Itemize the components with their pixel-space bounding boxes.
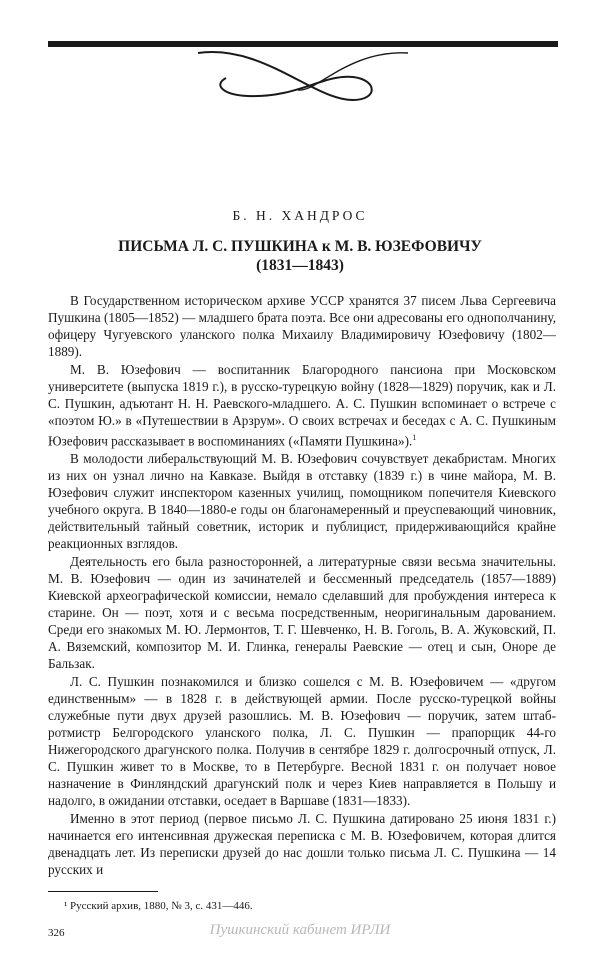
footnote: ¹ Русский архив, 1880, № 3, с. 431—446. xyxy=(64,900,253,912)
article-title-line1: ПИСЬМА Л. С. ПУШКИНА к М. В. ЮЗЕФОВИЧУ xyxy=(118,238,482,255)
article-author: Б. Н. ХАНДРОС xyxy=(232,208,368,223)
page-number: 326 xyxy=(48,927,65,939)
watermark: Пушкинский кабинет ИРЛИ xyxy=(209,922,391,938)
paragraph-4: Деятельность его была разносторонней, а литературные связи весьма значительны. М. В. Юзефович — один из зачинателей и бессменный председатель (1857—1889) Киевской археографической комиссии, немало сделавший для пробуждения интереса к старине. Он — поэт, хотя и с весьма посредственным, неоригинальным дарованием. Среди его знакомых М. Ю. Лермонтов, Т. Г. Шевченко, Н. В. Гоголь, В. А. Жуковский, П. А. Вяземский, композитор М. И. Глинка, генералы Раевские — отец и сын, Оноре де Бальзак. xyxy=(48,554,556,672)
article-body xyxy=(48,292,556,879)
article-title-years: (1831—1843) xyxy=(256,257,344,274)
paragraph-5: Л. С. Пушкин познакомился и близко сошелся с М. В. Юзефовичем — «другом единственным» — в 1828 г. в действующей армии. После русско-турецкой войны служебные пути двух друзей разошлись. М. В. Юзефович — поручик, затем штаб-ротмистр Белгородского уланского полка, Л. С. Пушкин — прапорщик 44-го Нижегородского драгунского полка. Получив в сентябре 1829 г. долгосрочный отпуск, Л. С. Пушкин живет то в Москве, то в Петербурге. Весной 1831 г. он получает новое назначение в Финляндский драгунский полк и через Киев направляется в Польшу и надолго, в ожидании отставки, оседает в Варшаве (1831—1833). xyxy=(48,674,556,809)
paragraph-6: Именно в этот период (первое письмо Л. С. Пушкина датировано 25 июня 1831 г.) начинается его интенсивная дружеская переписка с М. В. Юзефовичем, которая длится двенадцать лет. Из переписки друзей до нас дошли только письма Л. С. Пушкина — 14 русских и xyxy=(48,811,556,878)
ornament-divider xyxy=(48,30,558,102)
ornament-flourish-2 xyxy=(298,53,408,90)
ornament-flourish xyxy=(198,52,372,100)
paragraph-1: В Государственном историческом архиве УССР хранятся 37 писем Льва Сергеевича Пушкина (1805—1852) — младшего брата поэта. Все они адресованы его однополчанину, офицеру Чугуевского уланского полка Михаилу Владимировичу Юзефовичу (1802—1889). xyxy=(48,293,556,359)
paragraph-2 xyxy=(48,361,556,449)
footnote-marker: 1 xyxy=(412,433,417,442)
paragraph-2-text: М. В. Юзефович — воспитанник Благородного пансиона при Московском университете (выпуска 1819 г.), в русско-турецкую войну (1828—1829) поручик, как и Л. С. Пушкин, адъютант Н. Н. Раевского-младшего. А. С. Пушкин вспоминает о встрече с «поэтом Ю.» в «Путешествии в Арзрум». О своих встречах и беседах с А. С. Пушкиным Юзефович рассказывает в воспоминаниях («Памяти Пушкина»). xyxy=(48,362,556,449)
footnote-rule xyxy=(48,891,158,892)
ornament-rule xyxy=(48,41,558,47)
article-title xyxy=(0,237,600,275)
paragraph-3: В молодости либеральствующий М. В. Юзефович сочувствует декабристам. Многих из них он узнал лично на Кавказе. Выйдя в отставку (1839 г.) в чине майора, М. В. Юзефович служит инспектором казенных училищ, помощником попечителя Киевского учебного округа. В 1840—1880-е годы он благонамеренный и преуспевающий чиновник, действительный тайный советник, историк и публицист, придерживающийся крайне реакционных взглядов. xyxy=(48,451,556,552)
